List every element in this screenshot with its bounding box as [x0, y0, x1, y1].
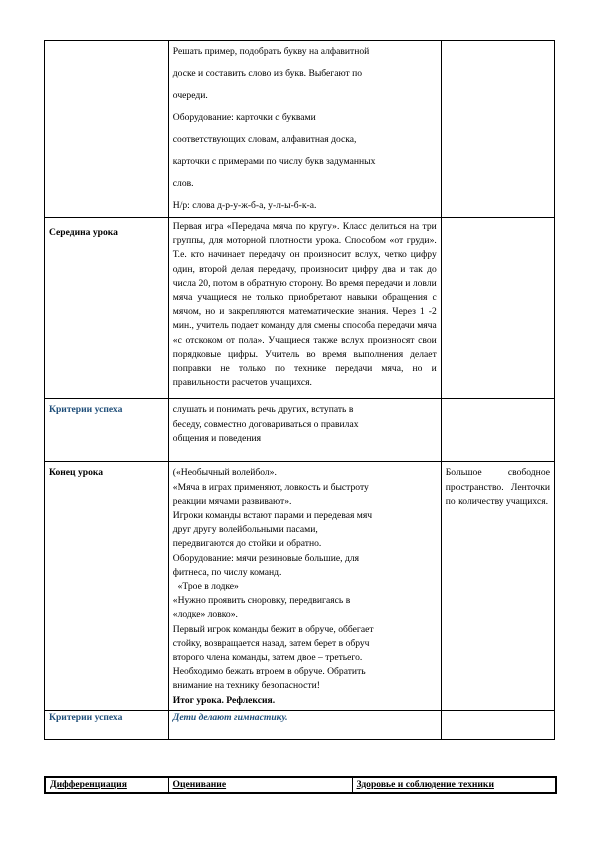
end-line: реакции мячами развивают». — [172, 495, 292, 507]
end-line: стойку, возвращается назад, затем берет в обруч — [172, 637, 370, 649]
section-label: Конец урока — [49, 467, 104, 479]
criteria-line: беседу, совместно договариваться о правилах — [172, 418, 359, 430]
end-line: внимание на технику безопасности! — [172, 680, 320, 692]
footer-health-safety: Здоровье и соблюдение техники — [352, 777, 556, 793]
row1-content-cell — [168, 41, 441, 218]
success-criteria-label: Критерии успеха — [49, 711, 123, 723]
table-row — [45, 777, 556, 793]
end-line: «Мяча в играх применяют, ловкость и быстроту — [172, 481, 369, 493]
footer-differentiation: Дифференциация — [45, 777, 168, 793]
criteria-line: слушать и понимать речь других, вступать в — [172, 404, 354, 416]
end-line: «Нужно проявить сноровку, передвигаясь в — [172, 595, 351, 607]
end-line: передвигаются до стойки и обратно. — [172, 538, 322, 550]
end-line: друг другу волейбольными пасами, — [172, 524, 318, 536]
row2-label-cell — [45, 218, 169, 399]
row1-line: доске и составить слово из букв. Выбегают по — [172, 68, 363, 79]
row5-label-cell — [45, 710, 169, 739]
end-line: Оборудование: мячи резиновые большие, для — [172, 552, 360, 564]
end-line: «Трое в лодке» — [172, 581, 239, 593]
table-row — [45, 710, 555, 739]
row3-resources-cell — [441, 399, 554, 462]
row1-line: карточки с примерами по числу букв задуманных — [172, 156, 376, 167]
row2-content-cell — [168, 218, 441, 399]
end-line: «лодке» ловко». — [172, 609, 238, 621]
row5-resources-cell — [441, 710, 554, 739]
row4-label-cell — [45, 462, 169, 710]
end-line: Необходимо бежать втроем в обруче. Обратить — [172, 666, 366, 678]
row1-resources-cell — [441, 41, 554, 218]
resources-text: Большое свободное пространство. Ленточки по количеству учащихся. — [445, 467, 550, 507]
row1-line: соответствующих словам, алфавитная доска, — [172, 134, 357, 145]
table-row — [45, 218, 555, 399]
lesson-plan-table — [44, 40, 555, 740]
row3-content-cell — [168, 399, 441, 462]
row1-line: Оборудование: карточки с буквами — [172, 112, 316, 123]
end-line: второго члена команды, затем двое – третьего. — [172, 652, 363, 664]
footer-table — [44, 776, 557, 794]
game-description: Первая игра «Передача мяча по кругу». Класс делиться на три группы, для моторной плотности урока. Способом «от груди». Т.е. кто начинает передачу он произносит вслух, четко цифру один, второй делая передачу, произносит цифру два и так до числа 20, потом в обратную сторону. Во время передачи и ловли мяча учащиеся не только приобретают навыки обращения с мячом, но и закрепляются математические знания. Через 1 -2 мин., учитель подает команду для смены способа передачи мяча «с отскоком от пола». Учащиеся также вслух произносят свои порядковые цифры. Учитель во время выполнения делает поправки не только по технике передачи мяча, но и правильности расчетов учащихся. — [172, 221, 437, 389]
criteria-line: общения и поведения — [172, 432, 262, 444]
row2-resources-cell — [441, 218, 554, 399]
row3-label-cell — [45, 399, 169, 462]
row1-line: Решать пример, подобрать букву на алфавитной — [172, 46, 370, 57]
row1-line: очереди. — [172, 90, 208, 101]
row1-label-cell — [45, 41, 169, 218]
table-row — [45, 399, 555, 462]
row4-content-cell — [168, 462, 441, 710]
table-row — [45, 41, 555, 218]
row1-line: слов. — [172, 178, 194, 189]
end-line: фитнеса, по числу команд. — [172, 566, 282, 578]
end-line: Игроки команды встают парами и передевая мяч — [172, 510, 373, 522]
success-criteria-label: Критерии успеха — [49, 404, 123, 416]
section-label: Середина урока — [49, 227, 118, 239]
end-line: («Необычный волейбол». — [172, 467, 277, 479]
table-row — [45, 462, 555, 710]
footer-assessment: Оценивание — [168, 777, 352, 793]
gymnastics-note: Дети делают гимнастику. — [172, 711, 288, 723]
row4-resources-cell — [441, 462, 554, 710]
end-line: Первый игрок команды бежит в обруче, оббегает — [172, 623, 374, 635]
row1-line: Н/р: слова д-р-у-ж-б-а, у-л-ы-б-к-а. — [172, 200, 317, 211]
row5-content-cell — [168, 710, 441, 739]
summary-line: Итог урока. Рефлексия. — [172, 694, 276, 706]
